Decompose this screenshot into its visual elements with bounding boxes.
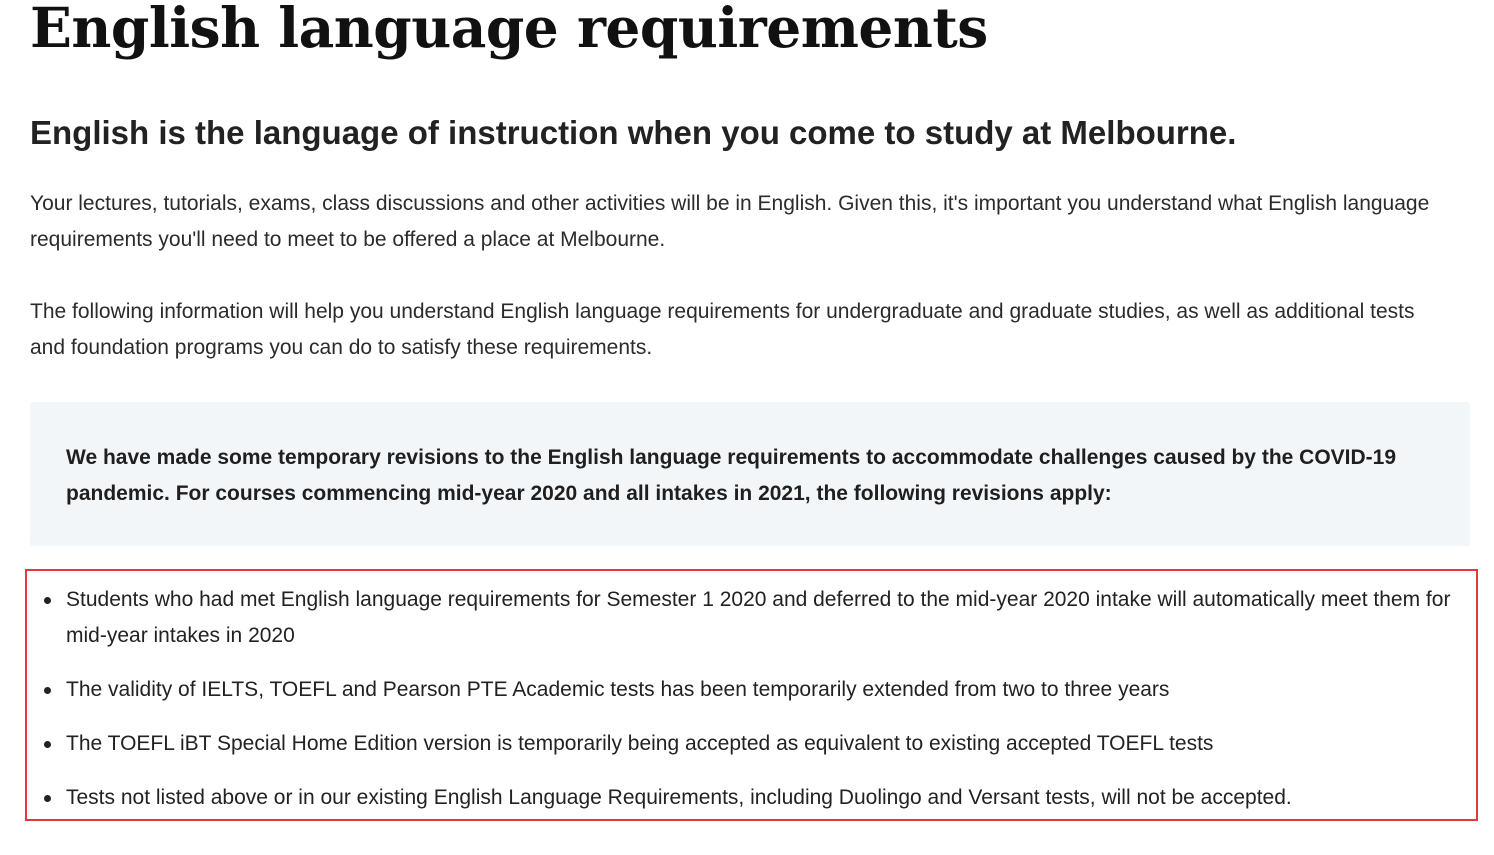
list-item-text: The TOEFL iBT Special Home Edition version is temporarily being accepted as equivalent to existing accepted TOEFL tests (66, 732, 1214, 755)
list-item (30, 672, 1470, 708)
bullet-icon (44, 597, 51, 604)
info-paragraph: The following information will help you understand English language requirements for undergraduate and graduate studies, as well as additional tests and foundation programs you can do to satisfy these requirements. (30, 300, 1415, 359)
revisions-list (30, 582, 1470, 834)
page-subtitle: English is the language of instruction when you come to study at Melbourne. (30, 114, 1237, 151)
page-title: English language requirements (30, 0, 988, 60)
bullet-icon (44, 795, 51, 802)
bullet-icon (44, 687, 51, 694)
intro-paragraph: Your lectures, tutorials, exams, class discussions and other activities will be in English. Given this, it's important you understand what English language requirements you'll need to meet to be offered a place at Melbourne. (30, 192, 1430, 251)
list-item-text: Tests not listed above or in our existing English Language Requirements, including Duolingo and Versant tests, will not be accepted. (66, 786, 1292, 809)
bullet-icon (44, 741, 51, 748)
list-item (30, 726, 1470, 762)
covid-notice-text: We have made some temporary revisions to the English language requirements to accommodate challenges caused by the COVID-19 pandemic. For courses commencing mid-year 2020 and all intakes in 2021, the following revisions apply: (66, 446, 1397, 505)
list-item (30, 780, 1470, 816)
list-item (30, 582, 1470, 654)
list-item-text: Students who had met English language requirements for Semester 1 2020 and deferred to the mid-year 2020 intake will automatically meet them for mid-year intakes in 2020 (66, 588, 1451, 647)
list-item-text: The validity of IELTS, TOEFL and Pearson PTE Academic tests has been temporarily extended from two to three years (66, 678, 1170, 701)
covid-notice-box (30, 402, 1470, 546)
